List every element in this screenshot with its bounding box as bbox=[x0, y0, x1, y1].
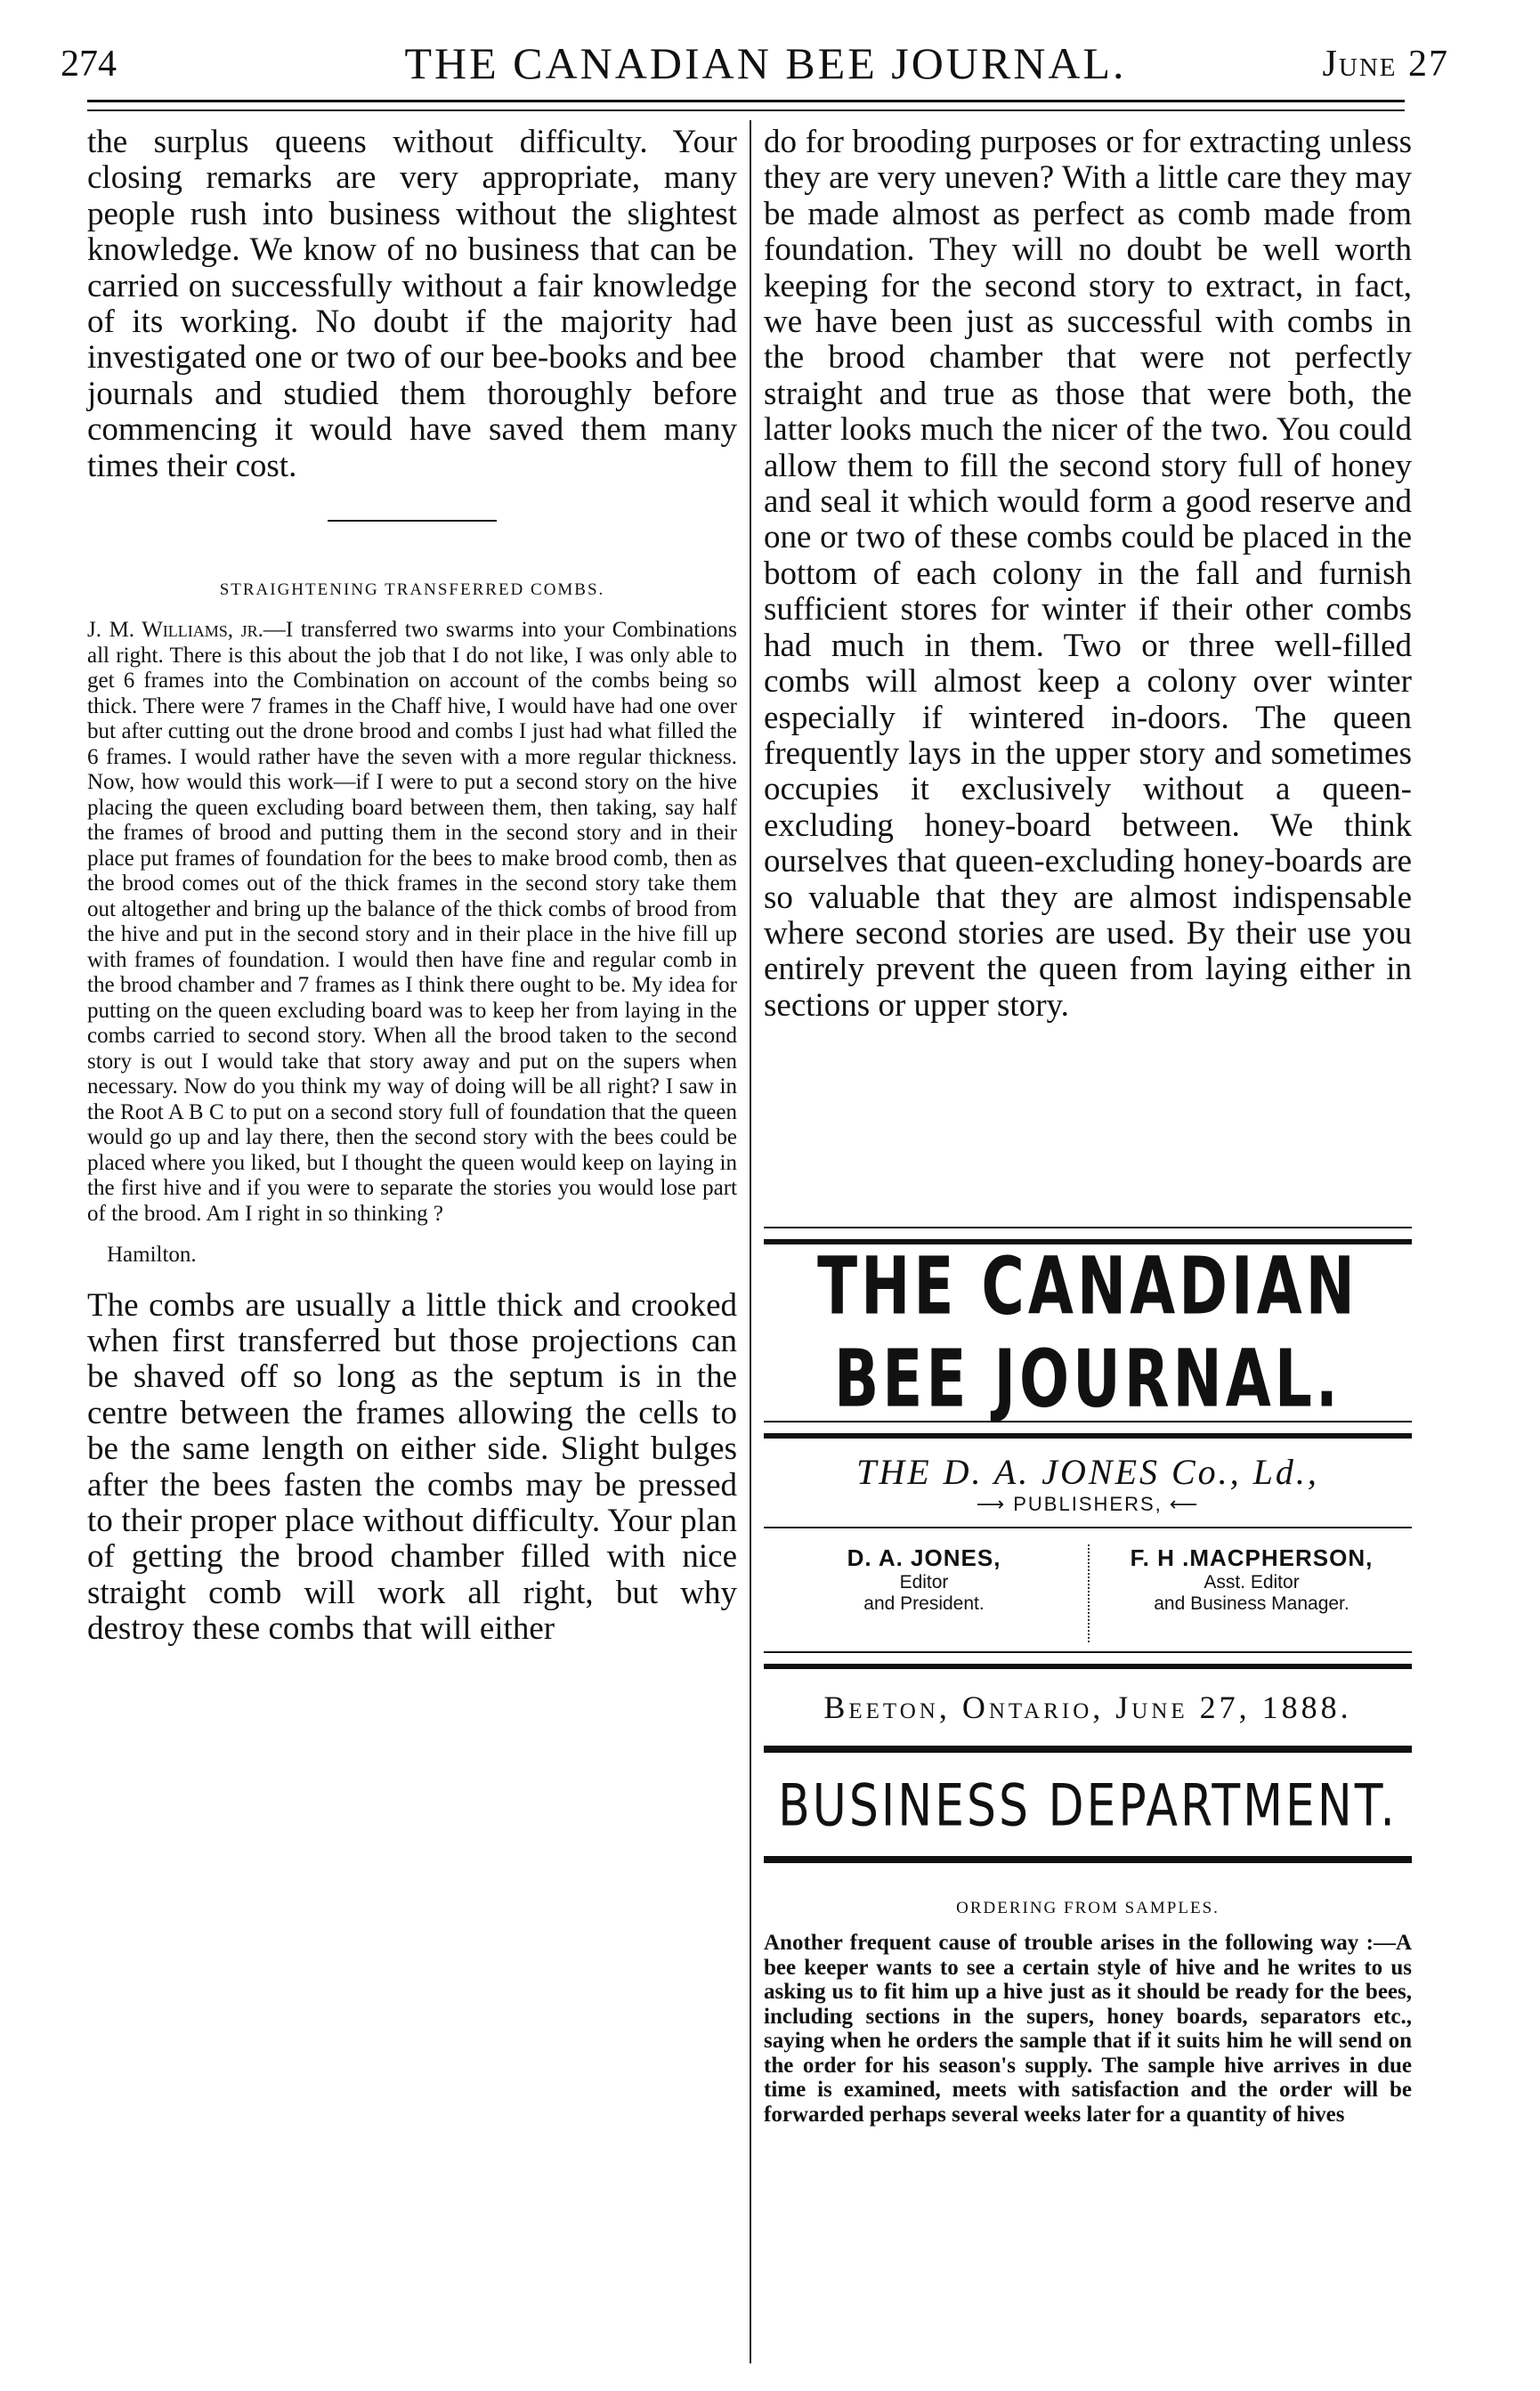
editor-role-1: Editor bbox=[899, 1572, 949, 1593]
intro-paragraph: the surplus queens without difficulty. Your closing remarks are very appropriate, many people rush into business without the slightest knowledge. We know of no business that can be carried on successfully without a fair knowledge of its working. No doubt if the majority had investigated one or two of our bee-books and bee journals and studied them thoroughly before commencing it would have saved them many times their cost. bbox=[87, 124, 737, 484]
letter-body: —I transferred two swarms into your Combinations all right. There is this about the job that I do not like, I was only able to get 6 frames into the Combination on account of the combs being so thick. There were 7 frames in the Chaff hive, I would have had one over but after cutting out the drone brood and combs I just had what filled the 6 frames. I would rather have the seven with a more regular thickness. Now, how would this work—if I were to put a second story on the hive placing the queen excluding board between them, then taking, say half the frames of brood and putting them in the second story and in their place put frames of foundation for the bees to make brood comb, then as the brood comes out of the thick frames in the second story take them out altogether and bring up the balance of the thick combs of brood from the hive and put in the second story and in their place in the hive fill up with frames of foundation. I would then have fine and regular comb in the brood chamber and 7 frames as I think there ought to be. My idea for putting on the queen excluding board was to keep her from laying in the combs carried to second story. When all the brood taken to the second story is out I would take that story away and put on the supers when necessary. Now do you think my way of doing will be all right? I saw in the Root A B C to put on a second story full of foundation that the queen would go up and lay there, then the second story with the bees could be placed where you liked, but I thought the queen would keep on laying in the first hive and if you were to separate the stories you would lose part of the brood. Am I right in so thinking ? bbox=[87, 618, 738, 1226]
letter-place: Hamilton. bbox=[107, 1243, 197, 1268]
reply-paragraph: The combs are usually a little thick and crooked when first transferred but those projections can be shaved off so long as the septum is in the centre between the frames allowing the cells to be the same length on either side. Slight bulges after the bees fasten the combs may be pressed to their proper place without difficulty. Your plan of getting the brood chamber filled with nice straight comb will work all right, but why destroy these combs that will either bbox=[87, 1286, 737, 1648]
staff-divider bbox=[1088, 1544, 1090, 1642]
flourish-left-icon: ⟶ bbox=[976, 1493, 1014, 1515]
asst-editor-role-2: and Business Manager. bbox=[1154, 1593, 1350, 1614]
section-heading: STRAIGHTENING TRANSFERRED COMBS. bbox=[219, 580, 605, 600]
flourish-right-icon: ⟵ bbox=[1162, 1493, 1200, 1515]
asst-editor-role-1: Asst. Editor bbox=[1204, 1572, 1300, 1593]
dept-top-rule bbox=[764, 1746, 1412, 1753]
journal-masthead bbox=[764, 1227, 1412, 2127]
letter-author: J. M. Williams, jr. bbox=[87, 618, 263, 643]
asst-editor-block bbox=[1091, 1544, 1412, 1615]
letter-paragraph bbox=[87, 618, 737, 1227]
business-paragraph: Another frequent cause of trouble arises in the following way :—A bee keeper wants to see a certain style of hive and he writes to us asking us to fit him up a hive just as it should be ready for the bees, including sections in the supers, honey boards, separators etc., saying when he orders the sample that if it suits him he will send on the order for his season's supply. The sample hive arrives in due time is examined, meets with satisfaction and the order will be forwarded perhaps several weeks later for a quantity of hives bbox=[764, 1931, 1412, 2127]
continued-paragraph: do for brooding purposes or for extracting unless they are very uneven? With a little care they may be made almost as perfect as comb made from foundation. They will no doubt be well worth keeping for the second story to extract, in fact, we have been just as successful with combs in the brood chamber that were not perfectly straight and true as those that were both, the latter looks much the nicer of the two. You could allow them to fill the second story full of honey and seal it which would form a good reserve and one or two of these combs could be placed in the bottom of each colony in the fall and furnish sufficient stores for winter if their other combs had much in them. Two or three well-filled combs will almost keep a colony over winter especially if wintered in-doors. The queen frequently lays in the upper story and sometimes occupies it exclusively without a queen-excluding honey-board between. We think ourselves that queen-excluding honey-boards are so valuable that they are almost indispensable where second stories are used. By their use you entirely prevent the queen from laying either in sections or upper story. bbox=[764, 124, 1412, 1024]
column-separator bbox=[750, 120, 751, 2363]
staff-bottom-rule bbox=[764, 1651, 1412, 1669]
right-column bbox=[764, 125, 1412, 1024]
left-column bbox=[87, 125, 737, 1648]
staff-box bbox=[764, 1544, 1412, 1651]
department-title: BUSINESS DEPARTMENT. bbox=[778, 1772, 1398, 1840]
sub-heading: ORDERING FROM SAMPLES. bbox=[956, 1899, 1220, 1917]
asst-editor-name: F. H .MACPHERSON, bbox=[1130, 1544, 1374, 1571]
publisher-name: THE D. A. JONES Co., Ld., bbox=[856, 1452, 1319, 1492]
editor-name: D. A. JONES, bbox=[847, 1544, 1001, 1571]
page-number: 274 bbox=[61, 44, 117, 85]
issue-date: June 27 bbox=[1322, 44, 1449, 85]
publisher-label-line bbox=[764, 1493, 1412, 1516]
page-header bbox=[36, 37, 1495, 100]
masthead-title: THE CANADIAN BEE JOURNAL. bbox=[817, 1240, 1358, 1425]
journal-title: THE CANADIAN BEE JOURNAL. bbox=[404, 38, 1127, 88]
header-rule bbox=[87, 100, 1405, 111]
editor-role-2: and President. bbox=[863, 1593, 985, 1614]
place-date: Beeton, Ontario, June 27, 1888. bbox=[823, 1690, 1352, 1725]
publisher-label: PUBLISHERS, bbox=[1013, 1493, 1163, 1515]
dept-bottom-rule bbox=[764, 1856, 1412, 1863]
editor-block bbox=[764, 1544, 1084, 1615]
